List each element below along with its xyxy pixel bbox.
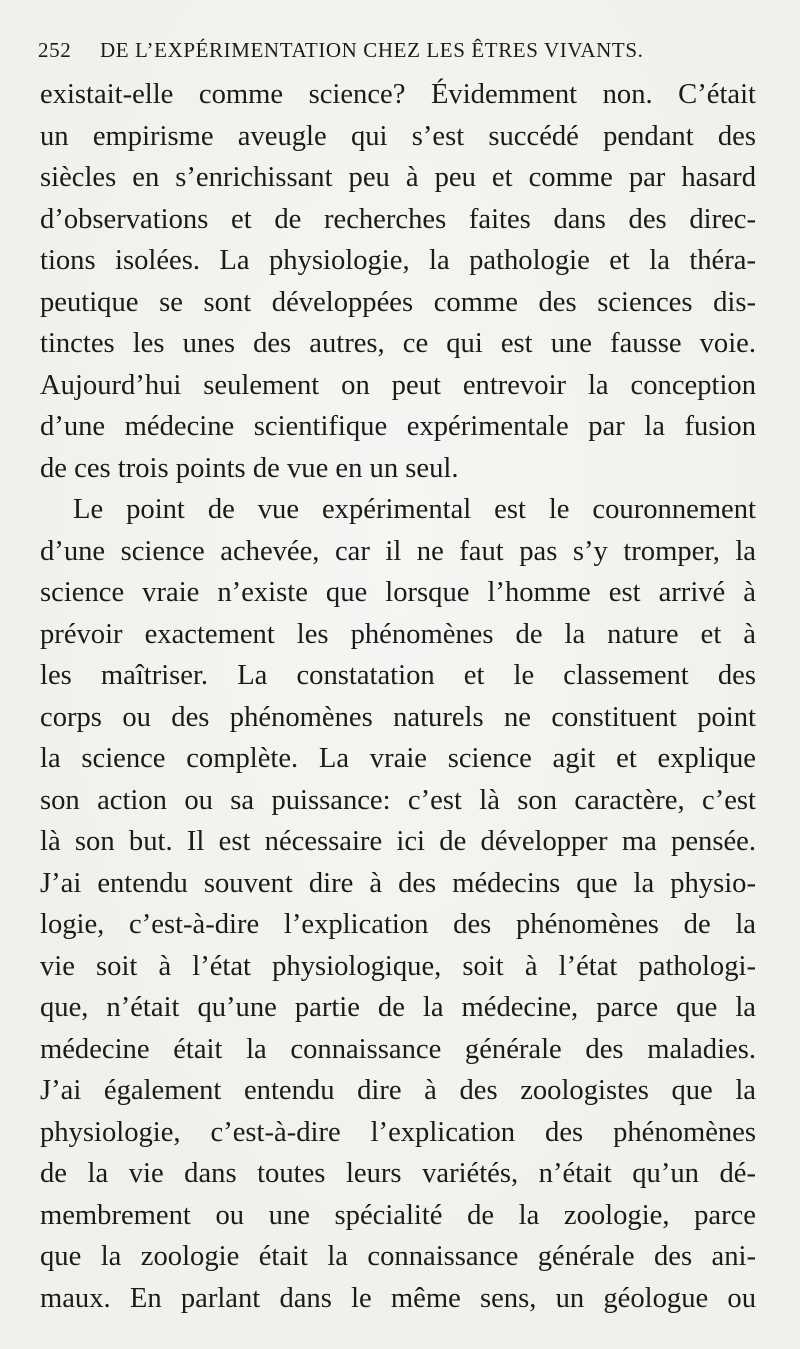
text-line: vie soit à l’état physiologique, soit à l’état pathologi- bbox=[40, 950, 756, 982]
text-line: d’une médecine scientifique expérimentale par la fusion bbox=[40, 411, 756, 442]
text-line: existait-elle comme science? Évidemment non. C’était bbox=[40, 79, 756, 110]
text-line: peutique se sont développées comme des sciences dis- bbox=[40, 286, 756, 318]
text-line: membrement ou une spécialité de la zoologie, parce bbox=[40, 1199, 756, 1231]
text-line: d’observations et de recherches faites dans des direc- bbox=[40, 203, 756, 235]
text-line: corps ou des phénomènes naturels ne constituent point bbox=[40, 701, 756, 733]
text-line: là son but. Il est nécessaire ici de développer ma pensée. bbox=[40, 826, 756, 857]
page-number: 252 bbox=[38, 38, 72, 62]
text-line: J’ai entendu souvent dire à des médecins que la physio- bbox=[40, 867, 756, 899]
text-line: d’une science achevée, car il ne faut pas s’y tromper, la bbox=[40, 535, 756, 567]
text-line: les maîtriser. La constatation et le classement des bbox=[40, 660, 756, 691]
text-line: tinctes les unes des autres, ce qui est une fausse voie. bbox=[40, 328, 756, 359]
text-line: que, n’était qu’une partie de la médecine, parce que la bbox=[40, 992, 756, 1023]
text-line: la science complète. La vraie science agit et explique bbox=[40, 743, 756, 774]
body-text bbox=[40, 74, 756, 1319]
text-line: J’ai également entendu dire à des zoologistes que la bbox=[40, 1075, 756, 1106]
text-line: de ces trois points de vue en un seul. bbox=[40, 452, 459, 484]
text-line: son action ou sa puissance: c’est là son caractère, c’est bbox=[40, 784, 756, 816]
text-line: Le point de vue expérimental est le couronnement bbox=[73, 494, 756, 525]
text-line: tions isolées. La physiologie, la pathologie et la théra- bbox=[40, 245, 756, 276]
text-line: de la vie dans toutes leurs variétés, n’était qu’un dé- bbox=[40, 1158, 756, 1189]
text-line: physiologie, c’est-à-dire l’explication des phénomènes bbox=[40, 1116, 756, 1148]
text-line: un empirisme aveugle qui s’est succédé pendant des bbox=[40, 120, 756, 152]
text-line: que la zoologie était la connaissance générale des ani- bbox=[40, 1241, 756, 1272]
running-header bbox=[38, 38, 758, 66]
text-line: siècles en s’enrichissant peu à peu et comme par hasard bbox=[40, 162, 756, 193]
text-line: science vraie n’existe que lorsque l’homme est arrivé à bbox=[40, 577, 756, 608]
text-line: prévoir exactement les phénomènes de la nature et à bbox=[40, 618, 756, 650]
text-line: logie, c’est-à-dire l’explication des phénomènes de la bbox=[40, 909, 756, 940]
running-title: DE L’EXPÉRIMENTATION CHEZ LES ÊTRES VIVANTS. bbox=[100, 38, 644, 62]
text-line: médecine était la connaissance générale des maladies. bbox=[40, 1033, 756, 1065]
text-line: maux. En parlant dans le même sens, un géologue ou bbox=[40, 1282, 756, 1314]
text-line: Aujourd’hui seulement on peut entrevoir la conception bbox=[40, 369, 756, 401]
